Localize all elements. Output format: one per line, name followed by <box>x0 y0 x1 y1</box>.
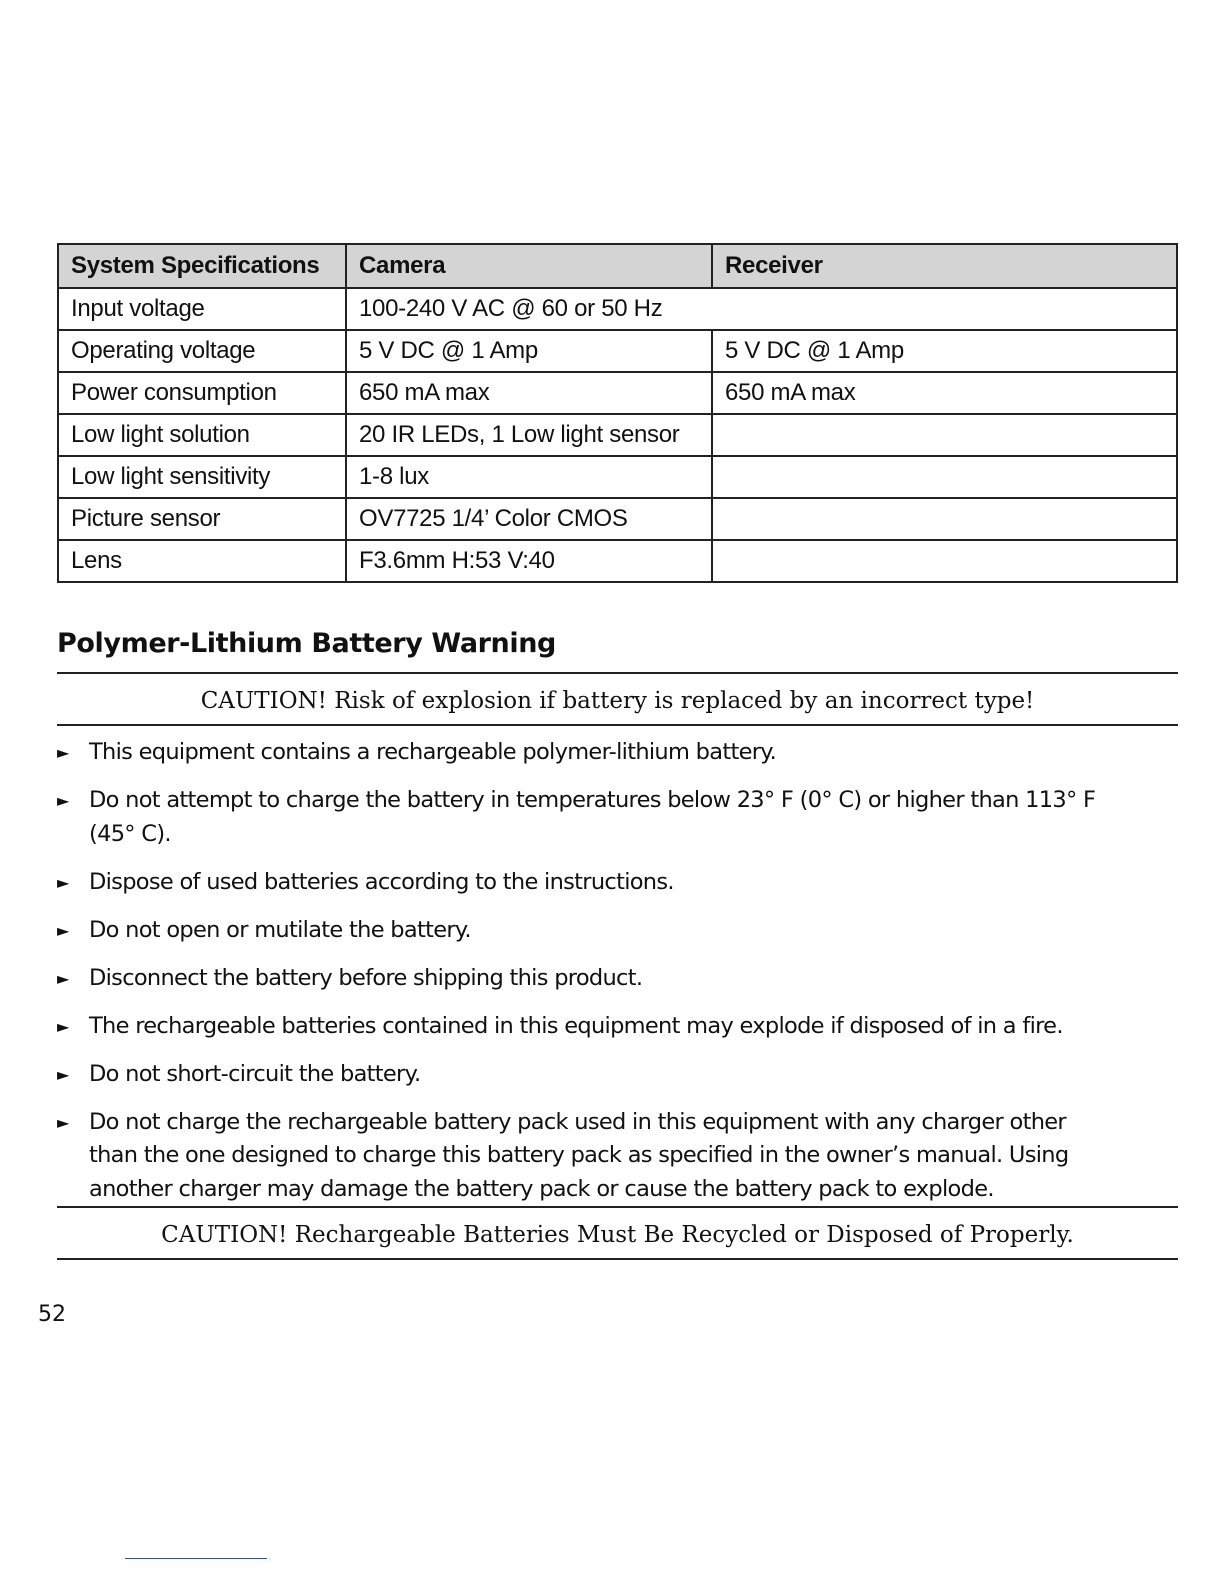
caution-bottom-rule-lower <box>57 1258 1178 1260</box>
row-label: Power consumption <box>58 372 346 414</box>
bullet-text: Do not short-circuit the battery. <box>89 1060 421 1087</box>
header-receiver: Receiver <box>712 244 1177 288</box>
battery-warning-list <box>57 736 1178 1221</box>
bullet-text-continued: (45° C). <box>89 820 171 847</box>
table-header-row <box>58 244 1177 288</box>
bullet-arrow-icon: ► <box>57 920 69 940</box>
caution-top-rule-upper <box>57 672 1178 674</box>
camera-value: 100-240 V AC @ 60 or 50 Hz <box>346 288 1177 330</box>
row-label: Input voltage <box>58 288 346 330</box>
row-label: Operating voltage <box>58 330 346 372</box>
receiver-value <box>712 456 1177 498</box>
bullet-text: This equipment contains a rechargeable polymer-lithium battery. <box>89 739 777 765</box>
footer-line <box>125 1558 267 1559</box>
bullet-arrow-icon: ► <box>57 791 69 810</box>
table-row <box>58 414 1177 456</box>
bullet-arrow-icon: ► <box>57 1112 69 1132</box>
table-row <box>58 288 1177 330</box>
receiver-value <box>712 414 1177 456</box>
receiver-value <box>712 540 1177 582</box>
bullet-arrow-icon: ► <box>57 1064 69 1084</box>
camera-value: 1-8 lux <box>346 456 712 498</box>
system-specifications-table <box>57 243 1178 583</box>
header-system-specifications: System Specifications <box>58 244 346 288</box>
table-row <box>58 498 1177 540</box>
list-item <box>57 736 1178 770</box>
bullet-arrow-icon: ► <box>57 872 69 892</box>
list-item <box>57 784 1178 851</box>
table-row <box>58 540 1177 582</box>
camera-value: F3.6mm H:53 V:40 <box>346 540 712 582</box>
list-item <box>57 962 1178 996</box>
table-row <box>58 456 1177 498</box>
bullet-text: Dispose of used batteries according to the instructions. <box>89 868 674 895</box>
receiver-value: 5 V DC @ 1 Amp <box>712 330 1177 372</box>
page-number: 52 <box>38 1302 66 1327</box>
camera-value: 20 IR LEDs, 1 Low light sensor <box>346 414 712 456</box>
battery-warning-heading: Polymer-Lithium Battery Warning <box>57 628 556 659</box>
row-label: Low light solution <box>58 414 346 456</box>
table-row <box>58 372 1177 414</box>
bullet-text: Do not open or mutilate the battery. <box>89 916 471 943</box>
caution-bottom-rule-upper <box>57 1206 1178 1208</box>
bullet-text: The rechargeable batteries contained in this equipment may explode if disposed of in a fire. <box>89 1012 1063 1039</box>
receiver-value: 650 mA max <box>712 372 1177 414</box>
camera-value: 650 mA max <box>346 372 712 414</box>
bullet-text: Do not attempt to charge the battery in temperatures below 23° F (0° C) or higher than 113° F <box>89 787 1096 813</box>
list-item <box>57 866 1178 900</box>
table-row <box>58 330 1177 372</box>
list-item <box>57 914 1178 948</box>
receiver-value <box>712 498 1177 540</box>
caution-top-rule-lower <box>57 724 1178 726</box>
list-item <box>57 1058 1178 1092</box>
bullet-text: Do not charge the rechargeable battery pack used in this equipment with any charger other <box>89 1108 1066 1135</box>
bullet-arrow-icon: ► <box>57 743 69 762</box>
bullet-arrow-icon: ► <box>57 968 69 988</box>
bullet-text: Disconnect the battery before shipping this product. <box>89 964 643 991</box>
camera-value: 5 V DC @ 1 Amp <box>346 330 712 372</box>
header-camera: Camera <box>346 244 712 288</box>
bullet-arrow-icon: ► <box>57 1016 69 1036</box>
bullet-text-continued: than the one designed to charge this battery pack as specified in the owner’s manual. Using <box>89 1142 1069 1168</box>
caution-top-text: CAUTION! Risk of explosion if battery is replaced by an incorrect type! <box>200 688 1035 714</box>
caution-bottom-text: CAUTION! Rechargeable Batteries Must Be Recycled or Disposed of Properly. <box>161 1222 1074 1248</box>
camera-value: OV7725 1/4’ Color CMOS <box>346 498 712 540</box>
bullet-text-continued: another charger may damage the battery pack or cause the battery pack to explode. <box>89 1175 994 1202</box>
row-label: Lens <box>58 540 346 582</box>
row-label: Low light sensitivity <box>58 456 346 498</box>
list-item <box>57 1106 1178 1207</box>
row-label: Picture sensor <box>58 498 346 540</box>
list-item <box>57 1010 1178 1044</box>
